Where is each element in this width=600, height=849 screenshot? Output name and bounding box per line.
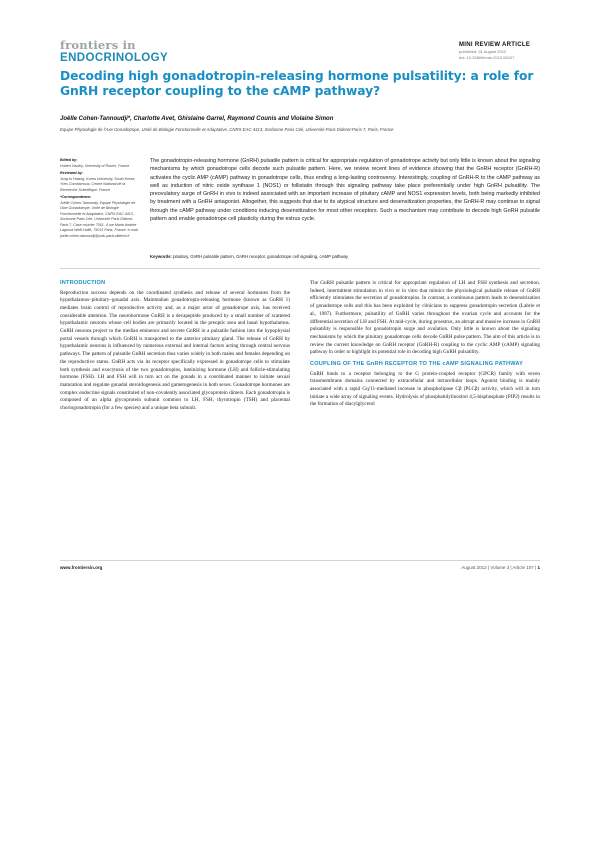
section-divider (60, 268, 540, 269)
coupling-paragraph: GnRH binds to a receptor belonging to the G protein-coupled receptor (GPCR) family with seven transmembrane domains connected by extracellular and intracellular loops. Agonist binding is mainly associated with a rapid Gq/11-mediated increase in phospholipase Cβ (PLCβ) activity, which will in turn initiate a wide array of signaling events. Hydrolysis of phosphatidylinositol 4,5-bisphosphate (PIP2) results in the formation of diacylglycerol (310, 370, 540, 408)
authors: Joëlle Cohen-Tannoudji*, Charlotte Avet, Ghislaine Garrel, Raymond Counis and Violaine Simon (60, 116, 334, 122)
article-type-label: MINI REVIEW ARTICLE (459, 42, 531, 48)
edited-by-value: Hubert Vaudry, University of Rouen, France (60, 163, 130, 168)
correspondence-value: Joëlle Cohen-Tannoudji, Equipe Physiologie de l'Axe Gonadotrope, Unité de Biologie Fonctionnelle et Adaptative, CNRS EAC 4413, Sorbonne Paris Cité, Université Paris Diderot-Paris 7, Case courrier 7001, 4 rue Marie Andrée Lagroua Weill-Hallé, 75013 Paris, France. e-mail: joelle.cohen-tannoudji@univ-paris-diderot.fr (60, 200, 139, 238)
keywords-label: Keywords: (150, 254, 172, 259)
footer-url[interactable]: www.frontiersin.org (60, 565, 103, 570)
intro-heading: INTRODUCTION (60, 280, 106, 286)
footer-date: August 2012 (461, 565, 487, 570)
abstract: The gonadotropin-releasing hormone (GnRH) pulsatile pattern is critical for appropriate regulation of gonadotrope activity but only little is known about the signaling mechanisms by which gonadotrope cells decode such pulsatile pattern. Here, we review recent lines of evidence showing that the GnRH receptor (GnRH-R) activates the cyclic AMP (cAMP) pathway in gonadotrope cells, thus ending a long-lasting controversy. Interestingly, coupling of GnRH-R to the cAMP pathway as well as induction of nitric oxide synthase 1 (NOS1) or follistatin through this signaling pathway take place preferentially under high GnRH pulsatility. The preovulatory surge of GnRH in vivo is indeed associated with an important increase of pituitary cAMP and NOS1 expression levels, both being markedly inhibited by treatment with a GnRH antagonist. Altogether, this suggests that due to its atypical structure and desensitization properties, the GnRH-R may continue to signal through the cAMP pathway under conditions inducing desensitization for most other receptors. Such a mechanism may contribute to decode high GnRH pulsatile pattern and enable gonadotrope cell plasticity during the estrus cycle. (150, 158, 540, 223)
body-column-right (310, 280, 540, 413)
keywords-value: pituitary, GnRH pulsatile pattern, GnRH receptor, gonadotrope cell signaling, cAMP pathway (173, 254, 349, 259)
keywords (150, 254, 540, 259)
reviewed-by-value: Jong-In Hwang, Korea University, South Korea; Yves Combarnous, Centre National de la Recherche Scientifique, France (60, 176, 136, 192)
doi[interactable]: doi: 10.3389/fendo.2012.00107 (459, 55, 515, 61)
body-column-left (60, 280, 290, 417)
published-date: published: 31 August 2012 (459, 49, 507, 54)
edited-by-label: Edited by: (60, 158, 78, 162)
journal-logo-line1: frontiers in (60, 38, 136, 52)
pulsatility-paragraph: The GnRH pulsatile pattern is critical for appropriate regulation of LH and FSH synthesis and secretion. Indeed, intermittent stimulation in vivo or in vitro that mimics the physiological pulsatile release of GnRH efficiently stimulates the secretion of gonadotropins. In contrast, a continuous pattern leads to desensitization of gonadotrope cells and this has been exploited by clinicians to suppress gonadotropin secretion (Labrie et al., 1987). Furthermore, pulsatility of GnRH varies throughout the ovarian cycle and accounts for the differential secretion of LH and FSH. At mid-cycle, during proestrus, an abrupt and massive increase in GnRH pulsatility is responsible for gonadotropin surge and ovulation. Only little is known about the signaling mechanisms by which the pituitary gonadotrope cells decode GnRH pulse pattern. The aim of this article is to review the current knowledge on GnRH receptor (GnRH-R) coupling to the cyclic AMP (cAMP) signaling pathway in order to highlight its potential role in decoding high GnRH pulsatility. (310, 280, 540, 356)
footer-article: Article 107 (512, 565, 534, 570)
intro-paragraph: Reproduction success depends on the coordinated synthesis and release of several hormones from the hypothalamus–pituitary–gonadal axis. Mammalian gonadotropin-releasing hormone (known as GnRH 1) mediates brain control of reproductive activity and, as a major actor of gonadotrope axis, has received considerable attention. The neurohormone GnRH is a decapeptide produced by a small number of scattered hypothalamic neurons whose cell bodies are primarily located in the preoptic area and basal hypothalamus. GnRH neurons project to the median eminence and secrete GnRH in a pulsatile fashion into the hypophysial portal vessels through which GnRH is transported to the anterior pituitary gland. The release of GnRH by hypothalamic neurons is influenced by numerous external and internal factors acting through central nervous pathways. The pattern of pulsatile GnRH secretion thus varies widely in both males and females depending on the reproductive status. GnRH acts via its receptor specifically expressed in gonadotrope cells to stimulate both synthesis and exocytosis of the two gonadotropins, luteinizing hormone (LH) and follicle-stimulating hormone (FSH). LH and FSH will in turn act on the gonads in a coordinated manner to initiate sexual maturation and regulate gonadal steroidogenesis and gametogenesis in both sexes. Gonadotrope hormones are complex endocrine signals constituted of non-covalently associated glycoprotein dimers. Each gonadotropin is composed of an alpha glycoprotein subunit common to LH, FSH, thyrotropin (TSH) and placental choriogonadotropin (for a few species) and a unique beta subunit. (60, 289, 290, 412)
page-footer (60, 560, 540, 570)
coupling-heading: COUPLING OF THE GnRH RECEPTOR TO THE cAMP SIGNALING PATHWAY (310, 361, 524, 368)
correspondence-label: *Correspondence: (60, 195, 92, 199)
footer-page-number: 1 (537, 565, 540, 570)
article-title: Decoding high gonadotropin-releasing hormone pulsatility: a role for GnRH receptor coupling to the cAMP pathway? (60, 69, 534, 98)
reviewed-by-label: Reviewed by: (60, 171, 83, 175)
footer-meta: August 2012 | Volume 3 | Article 107 | 1 (461, 565, 540, 570)
journal-logo (60, 40, 168, 64)
article-type-block (459, 42, 539, 61)
footer-volume: Volume 3 (490, 565, 510, 570)
journal-logo-line2: ENDOCRINOLOGY (60, 51, 169, 64)
affiliation: Equipe Physiologie de l'Axe Gonadotrope, Unité de Biologie Fonctionnelle et Adaptative, CNRS EAC 4413, Sorbonne Paris Cité, Université Paris Diderot-Paris 7, Paris, France (60, 127, 394, 132)
editorial-sidebar (60, 158, 140, 241)
